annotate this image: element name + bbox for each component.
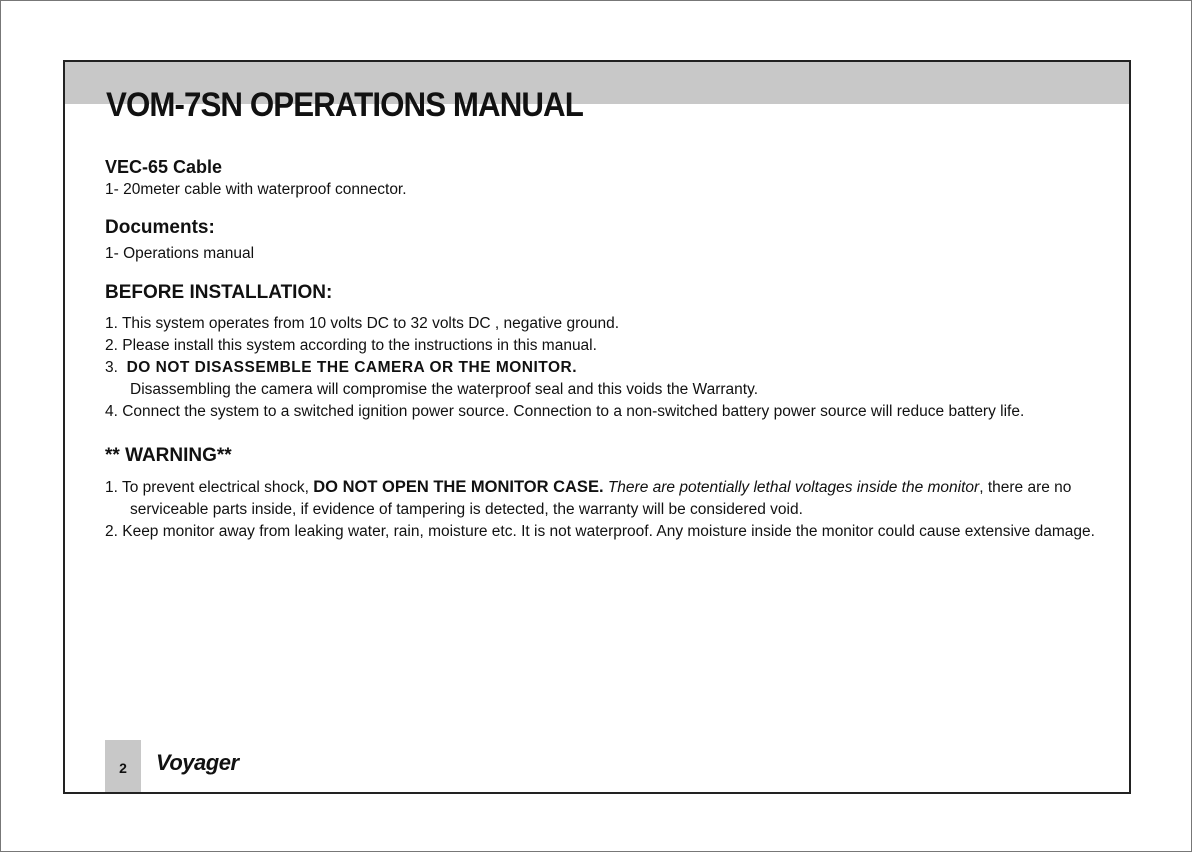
- section-documents: [105, 217, 1105, 263]
- disassemble-warning: DO NOT DISASSEMBLE THE CAMERA OR THE MONITOR.: [126, 359, 578, 376]
- section-warning: [105, 445, 1105, 543]
- page-content: [105, 157, 1105, 543]
- page-title: VOM-7SN OPERATIONS MANUAL: [106, 86, 583, 124]
- section-heading-before: BEFORE INSTALLATION:: [105, 282, 333, 303]
- page-number-box: [105, 740, 141, 792]
- documents-description: 1- Operations manual: [105, 245, 255, 262]
- list-item: 1. To prevent electrical shock, DO NOT OPEN THE MONITOR CASE. There are potentially lethal voltages inside the monitor, there are no serviceable parts inside, if evidence of tampering is detected, the warranty will be considered void.: [105, 478, 1072, 518]
- lethal-voltage-note: There are potentially lethal voltages inside the monitor: [607, 479, 980, 496]
- cable-description: 1- 20meter cable with waterproof connector.: [105, 181, 407, 198]
- section-before-installation: [105, 282, 1105, 423]
- list-item: 4. Connect the system to a switched ignition power source. Connection to a non-switched battery power source will reduce battery life.: [105, 403, 1025, 420]
- warning-list: [105, 476, 1105, 543]
- brand-logo: Voyager: [156, 750, 239, 775]
- section-heading-documents: Documents:: [105, 217, 215, 238]
- page-number: 2: [119, 760, 127, 776]
- before-list: [105, 313, 1105, 423]
- open-case-warning: DO NOT OPEN THE MONITOR CASE.: [313, 478, 604, 496]
- list-item: 2. Please install this system according to the instructions in this manual.: [105, 337, 597, 354]
- list-item: 1. This system operates from 10 volts DC to 32 volts DC , negative ground.: [105, 315, 620, 332]
- section-heading-warning: ** WARNING**: [105, 445, 232, 466]
- manual-page: [63, 60, 1131, 794]
- section-cable: [105, 157, 1105, 199]
- list-item: 3. DO NOT DISASSEMBLE THE CAMERA OR THE MONITOR. Disassembling the camera will compromise the waterproof seal and this voids the Warranty.: [105, 359, 759, 398]
- list-item: 2. Keep monitor away from leaking water, rain, moisture etc. It is not waterproof. Any moisture inside the monitor could cause extensive damage.: [105, 523, 1095, 540]
- section-heading-cable: VEC-65 Cable: [105, 157, 223, 177]
